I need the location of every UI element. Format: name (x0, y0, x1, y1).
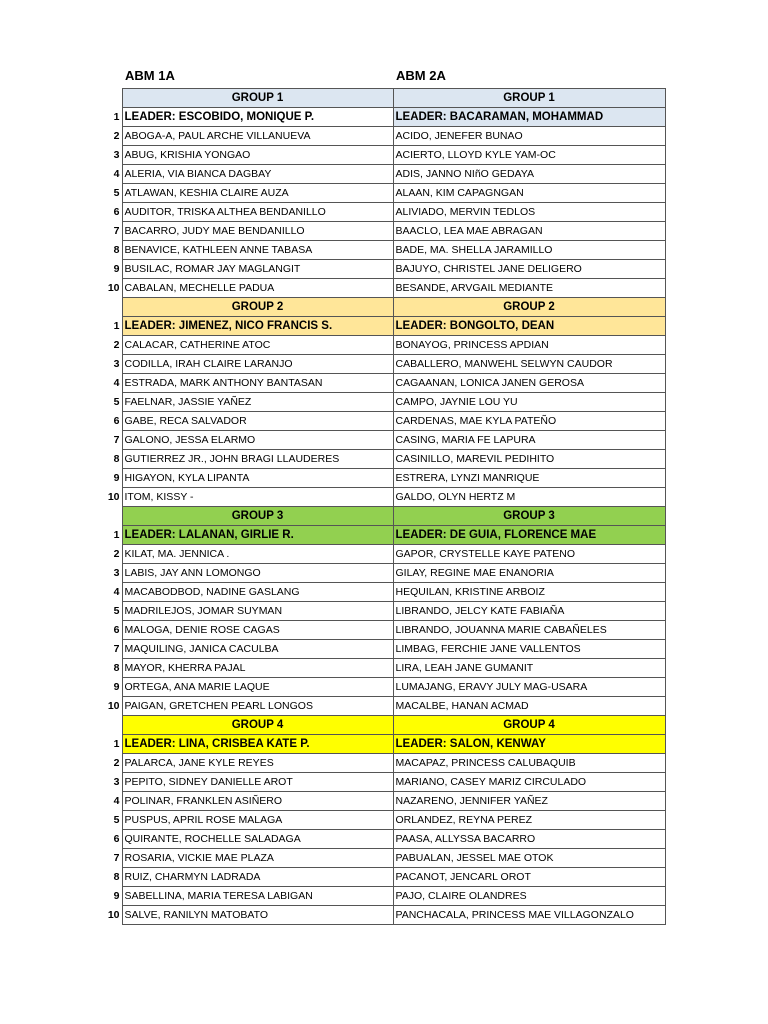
member-left: ATLAWAN, KESHIA CLAIRE AUZA (122, 184, 393, 203)
row-number: 1 (113, 738, 120, 750)
member-right: LIRA, LEAH JANE GUMANIT (393, 659, 665, 678)
member-right: HEQUILAN, KRISTINE ARBOIZ (393, 583, 665, 602)
member-right: BONAYOG, PRINCESS APDIAN (393, 336, 665, 355)
member-row (100, 355, 665, 374)
row-number: 4 (113, 168, 120, 180)
member-row (100, 184, 665, 203)
member-right: ALAAN, KIM CAPAGNGAN (393, 184, 665, 203)
member-left: MAYOR, KHERRA PAJAL (122, 659, 393, 678)
member-row (100, 431, 665, 450)
member-row (100, 640, 665, 659)
row-number: 9 (113, 681, 120, 693)
row-number: 7 (113, 643, 120, 655)
member-left: PUSPUS, APRIL ROSE MALAGA (122, 811, 393, 830)
member-right: GAPOR, CRYSTELLE KAYE PATENO (393, 545, 665, 564)
leader-left: LEADER: ESCOBIDO, MONIQUE P. (122, 108, 393, 127)
leader-right: LEADER: BONGOLTO, DEAN (393, 317, 665, 336)
row-number: 3 (113, 149, 120, 161)
row-number: 1 (113, 320, 120, 332)
member-row (100, 146, 665, 165)
section-label-left: ABM 1A (125, 68, 175, 83)
member-left: MAQUILING, JANICA CACULBA (122, 640, 393, 659)
roster-table (100, 88, 666, 925)
member-right: ACIDO, JENEFER BUNAO (393, 127, 665, 146)
member-row (100, 811, 665, 830)
member-left: FAELNAR, JASSIE YAÑEZ (122, 393, 393, 412)
row-number: 8 (113, 662, 120, 674)
section-labels (123, 68, 668, 88)
member-right: PANCHACALA, PRINCESS MAE VILLAGONZALO (393, 906, 665, 925)
member-left: KILAT, MA. JENNICA . (122, 545, 393, 564)
member-left: RUIZ, CHARMYN LADRADA (122, 868, 393, 887)
row-number: 5 (113, 187, 120, 199)
member-right: ORLANDEZ, REYNA PEREZ (393, 811, 665, 830)
member-row (100, 697, 665, 716)
member-row (100, 469, 665, 488)
member-left: CABALAN, MECHELLE PADUA (122, 279, 393, 298)
row-number: 7 (113, 434, 120, 446)
member-right: LIMBAG, FERCHIE JANE VALLENTOS (393, 640, 665, 659)
member-left: SALVE, RANILYN MATOBATO (122, 906, 393, 925)
row-number-empty (100, 298, 122, 317)
member-left: PAIGAN, GRETCHEN PEARL LONGOS (122, 697, 393, 716)
leader-left: LEADER: JIMENEZ, NICO FRANCIS S. (122, 317, 393, 336)
group-title-right: GROUP 4 (393, 716, 665, 735)
member-right: CAGAANAN, LONICA JANEN GEROSA (393, 374, 665, 393)
group-header-row (100, 298, 665, 317)
member-left: CALACAR, CATHERINE ATOC (122, 336, 393, 355)
member-right: MACALBE, HANAN ACMAD (393, 697, 665, 716)
member-row (100, 849, 665, 868)
member-right: CASINILLO, MAREVIL PEDIHITO (393, 450, 665, 469)
member-row (100, 450, 665, 469)
member-left: ALERIA, VIA BIANCA DAGBAY (122, 165, 393, 184)
member-right: LIBRANDO, JOUANNA MARIE CABAÑELES (393, 621, 665, 640)
member-left: ABUG, KRISHIA YONGAO (122, 146, 393, 165)
group-title-left: GROUP 3 (122, 507, 393, 526)
member-row (100, 830, 665, 849)
leader-left: LEADER: LALANAN, GIRLIE R. (122, 526, 393, 545)
row-number: 7 (113, 225, 120, 237)
member-row (100, 678, 665, 697)
row-number: 10 (107, 282, 120, 294)
member-right: ACIERTO, LLOYD KYLE YAM-OC (393, 146, 665, 165)
group-title-right: GROUP 1 (393, 89, 665, 108)
member-left: BENAVICE, KATHLEEN ANNE TABASA (122, 241, 393, 260)
member-right: MARIANO, CASEY MARIZ CIRCULADO (393, 773, 665, 792)
row-number: 2 (113, 339, 120, 351)
member-left: GABE, RECA SALVADOR (122, 412, 393, 431)
row-number: 9 (113, 472, 120, 484)
leader-right: LEADER: BACARAMAN, MOHAMMAD (393, 108, 665, 127)
leader-row (100, 526, 665, 545)
member-row (100, 545, 665, 564)
member-left: QUIRANTE, ROCHELLE SALADAGA (122, 830, 393, 849)
member-right: PABUALAN, JESSEL MAE OTOK (393, 849, 665, 868)
member-left: AUDITOR, TRISKA ALTHEA BENDANILLO (122, 203, 393, 222)
member-row (100, 906, 665, 925)
member-left: GUTIERREZ JR., JOHN BRAGI LLAUDERES (122, 450, 393, 469)
member-row (100, 887, 665, 906)
leader-right: LEADER: DE GUIA, FLORENCE MAE (393, 526, 665, 545)
member-right: PACANOT, JENCARL OROT (393, 868, 665, 887)
member-left: CODILLA, IRAH CLAIRE LARANJO (122, 355, 393, 374)
section-label-right: ABM 2A (396, 68, 446, 83)
member-left: ROSARIA, VICKIE MAE PLAZA (122, 849, 393, 868)
row-number: 5 (113, 396, 120, 408)
member-right: ADIS, JANNO NIñO GEDAYA (393, 165, 665, 184)
row-number: 10 (107, 700, 120, 712)
row-number-empty (100, 716, 122, 735)
member-left: SABELLINA, MARIA TERESA LABIGAN (122, 887, 393, 906)
row-number: 1 (113, 529, 120, 541)
leader-row (100, 317, 665, 336)
group-title-left: GROUP 4 (122, 716, 393, 735)
member-left: BUSILAC, ROMAR JAY MAGLANGIT (122, 260, 393, 279)
member-row (100, 279, 665, 298)
member-left: ESTRADA, MARK ANTHONY BANTASAN (122, 374, 393, 393)
member-left: PALARCA, JANE KYLE REYES (122, 754, 393, 773)
member-left: BACARRO, JUDY MAE BENDANILLO (122, 222, 393, 241)
leader-right: LEADER: SALON, KENWAY (393, 735, 665, 754)
row-number: 9 (113, 263, 120, 275)
row-number: 1 (113, 111, 120, 123)
member-row (100, 336, 665, 355)
row-number: 10 (107, 909, 120, 921)
member-right: LUMAJANG, ERAVY JULY MAG-USARA (393, 678, 665, 697)
member-left: GALONO, JESSA ELARMO (122, 431, 393, 450)
group-header-row (100, 507, 665, 526)
leader-row (100, 108, 665, 127)
row-number: 5 (113, 605, 120, 617)
member-left: PEPITO, SIDNEY DANIELLE AROT (122, 773, 393, 792)
leader-left: LEADER: LINA, CRISBEA KATE P. (122, 735, 393, 754)
member-row (100, 773, 665, 792)
member-left: LABIS, JAY ANN LOMONGO (122, 564, 393, 583)
member-right: GILAY, REGINE MAE ENANORIA (393, 564, 665, 583)
member-left: MADRILEJOS, JOMAR SUYMAN (122, 602, 393, 621)
member-left: HIGAYON, KYLA LIPANTA (122, 469, 393, 488)
member-row (100, 868, 665, 887)
row-number: 4 (113, 586, 120, 598)
member-right: CASING, MARIA FE LAPURA (393, 431, 665, 450)
member-row (100, 621, 665, 640)
member-right: MACAPAZ, PRINCESS CALUBAQUIB (393, 754, 665, 773)
member-row (100, 222, 665, 241)
row-number-empty (100, 89, 122, 108)
row-number: 6 (113, 624, 120, 636)
group-title-right: GROUP 3 (393, 507, 665, 526)
row-number: 3 (113, 776, 120, 788)
member-right: PAJO, CLAIRE OLANDRES (393, 887, 665, 906)
member-right: CAMPO, JAYNIE LOU YU (393, 393, 665, 412)
member-row (100, 374, 665, 393)
member-left: MACABODBOD, NADINE GASLANG (122, 583, 393, 602)
member-right: CARDENAS, MAE KYLA PATEÑO (393, 412, 665, 431)
row-number: 3 (113, 567, 120, 579)
member-right: BESANDE, ARVGAIL MEDIANTE (393, 279, 665, 298)
member-row (100, 602, 665, 621)
member-right: BAJUYO, CHRISTEL JANE DELIGERO (393, 260, 665, 279)
member-left: ITOM, KISSY - (122, 488, 393, 507)
member-row (100, 659, 665, 678)
group-header-row (100, 89, 665, 108)
member-row (100, 792, 665, 811)
member-row (100, 203, 665, 222)
member-row (100, 165, 665, 184)
member-left: ABOGA-A, PAUL ARCHE VILLANUEVA (122, 127, 393, 146)
row-number: 6 (113, 206, 120, 218)
group-header-row (100, 716, 665, 735)
row-number: 8 (113, 244, 120, 256)
member-right: PAASA, ALLYSSA BACARRO (393, 830, 665, 849)
group-title-left: GROUP 1 (122, 89, 393, 108)
row-number: 9 (113, 890, 120, 902)
row-number: 7 (113, 852, 120, 864)
roster-body (100, 89, 665, 925)
row-number-empty (100, 507, 122, 526)
row-number: 2 (113, 548, 120, 560)
member-right: CABALLERO, MANWEHL SELWYN CAUDOR (393, 355, 665, 374)
row-number: 4 (113, 377, 120, 389)
member-row (100, 241, 665, 260)
member-row (100, 754, 665, 773)
member-row (100, 488, 665, 507)
row-number: 4 (113, 795, 120, 807)
member-left: ORTEGA, ANA MARIE LAQUE (122, 678, 393, 697)
leader-row (100, 735, 665, 754)
row-number: 3 (113, 358, 120, 370)
member-right: ESTRERA, LYNZI MANRIQUE (393, 469, 665, 488)
member-right: BAACLO, LEA MAE ABRAGAN (393, 222, 665, 241)
member-right: ALIVIADO, MERVIN TEDLOS (393, 203, 665, 222)
member-row (100, 583, 665, 602)
row-number: 8 (113, 871, 120, 883)
row-number: 10 (107, 491, 120, 503)
member-row (100, 260, 665, 279)
member-left: MALOGA, DENIE ROSE CAGAS (122, 621, 393, 640)
member-right: NAZARENO, JENNIFER YAÑEZ (393, 792, 665, 811)
member-row (100, 564, 665, 583)
member-row (100, 127, 665, 146)
row-number: 2 (113, 130, 120, 142)
row-number: 2 (113, 757, 120, 769)
group-title-right: GROUP 2 (393, 298, 665, 317)
member-row (100, 393, 665, 412)
member-right: LIBRANDO, JELCY KATE FABIAÑA (393, 602, 665, 621)
row-number: 6 (113, 833, 120, 845)
member-row (100, 412, 665, 431)
row-number: 6 (113, 415, 120, 427)
row-number: 8 (113, 453, 120, 465)
member-right: GALDO, OLYN HERTZ M (393, 488, 665, 507)
member-left: POLINAR, FRANKLEN ASIÑERO (122, 792, 393, 811)
member-right: BADE, MA. SHELLA JARAMILLO (393, 241, 665, 260)
group-title-left: GROUP 2 (122, 298, 393, 317)
row-number: 5 (113, 814, 120, 826)
